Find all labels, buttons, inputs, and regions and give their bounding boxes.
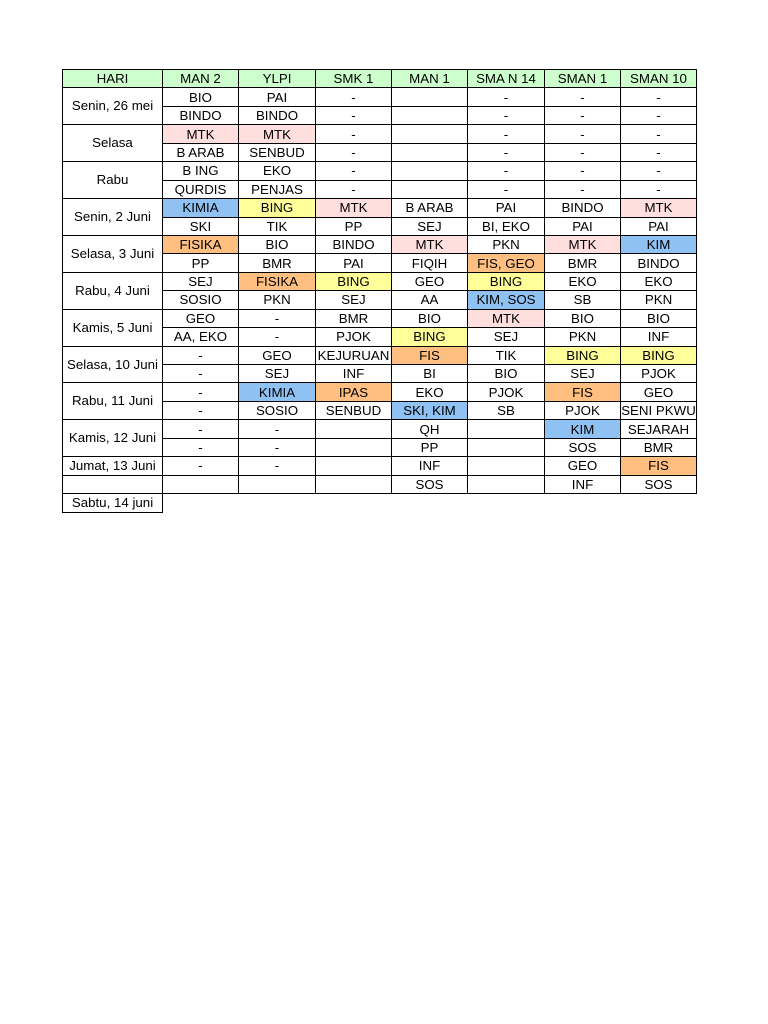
subject-cell: KIM, SOS — [468, 291, 545, 309]
subject-cell: AA, EKO — [163, 328, 239, 346]
subject-cell — [468, 457, 545, 475]
subject-cell: - — [621, 143, 697, 161]
subject-cell: B ARAB — [163, 143, 239, 161]
subject-cell: GEO — [239, 346, 316, 364]
schedule-body — [63, 70, 697, 513]
subject-cell: - — [239, 309, 316, 327]
subject-cell: - — [545, 88, 621, 106]
subject-cell: QH — [392, 420, 468, 438]
subject-cell: KEJURUAN — [316, 346, 392, 364]
subject-cell: AA — [392, 291, 468, 309]
subject-cell: - — [316, 143, 392, 161]
subject-cell: PKN — [545, 328, 621, 346]
subject-cell: PAI — [545, 217, 621, 235]
subject-cell: BMR — [239, 254, 316, 272]
day-cell: Selasa, 3 Juni — [63, 235, 163, 272]
subject-cell: EKO — [392, 383, 468, 401]
subject-cell: SEJ — [545, 365, 621, 383]
subject-cell: - — [468, 143, 545, 161]
subject-cell: PJOK — [316, 328, 392, 346]
day-cell: Rabu, 4 Juni — [63, 272, 163, 309]
subject-cell: TIK — [468, 346, 545, 364]
subject-cell: SOSIO — [239, 401, 316, 419]
subject-cell: PKN — [621, 291, 697, 309]
subject-cell: INF — [392, 457, 468, 475]
subject-cell: - — [163, 383, 239, 401]
subject-cell: GEO — [392, 272, 468, 290]
subject-cell: - — [545, 180, 621, 198]
col-header-hari: HARI — [63, 70, 163, 88]
subject-cell: BINDO — [316, 235, 392, 253]
subject-cell: - — [316, 162, 392, 180]
subject-cell: BIO — [392, 309, 468, 327]
subject-cell — [392, 180, 468, 198]
subject-cell: BINDO — [163, 106, 239, 124]
subject-cell: BING — [621, 346, 697, 364]
subject-cell: FIS, GEO — [468, 254, 545, 272]
subject-cell: - — [468, 125, 545, 143]
subject-cell: BI, EKO — [468, 217, 545, 235]
subject-cell: BINDO — [621, 254, 697, 272]
subject-cell: FISIKA — [239, 272, 316, 290]
subject-cell: - — [163, 438, 239, 456]
subject-cell — [316, 420, 392, 438]
subject-cell: SOS — [621, 475, 697, 493]
subject-cell: - — [163, 346, 239, 364]
subject-cell: BI — [392, 365, 468, 383]
subject-cell: MTK — [392, 235, 468, 253]
day-cell: Selasa, 10 Juni — [63, 346, 163, 383]
subject-cell: BINDO — [239, 106, 316, 124]
col-header-sman-10: SMAN 10 — [621, 70, 697, 88]
subject-cell: MTK — [239, 125, 316, 143]
subject-cell: - — [545, 162, 621, 180]
subject-cell: SOS — [392, 475, 468, 493]
subject-cell: BING — [392, 328, 468, 346]
table-row — [63, 199, 697, 217]
table-row — [63, 420, 697, 438]
subject-cell: - — [316, 106, 392, 124]
subject-cell: BINDO — [545, 199, 621, 217]
subject-cell: BMR — [621, 438, 697, 456]
subject-cell — [468, 438, 545, 456]
schedule-table — [62, 69, 697, 513]
subject-cell: SKI — [163, 217, 239, 235]
subject-cell: - — [545, 143, 621, 161]
header-row — [63, 70, 697, 88]
day-cell: Sabtu, 14 juni — [63, 494, 163, 512]
subject-cell: PKN — [468, 235, 545, 253]
day-cell: Kamis, 5 Juni — [63, 309, 163, 346]
subject-cell: - — [545, 125, 621, 143]
subject-cell: MTK — [163, 125, 239, 143]
subject-cell: KIM — [621, 235, 697, 253]
subject-cell: - — [621, 88, 697, 106]
day-cell: Selasa — [63, 125, 163, 162]
subject-cell: SB — [545, 291, 621, 309]
subject-cell: SEJ — [239, 365, 316, 383]
subject-cell: - — [316, 88, 392, 106]
table-row — [63, 235, 697, 253]
subject-cell: SEJ — [316, 291, 392, 309]
subject-cell — [239, 475, 316, 493]
subject-cell: - — [239, 438, 316, 456]
day-cell — [63, 475, 163, 493]
subject-cell: GEO — [621, 383, 697, 401]
subject-cell: - — [239, 457, 316, 475]
subject-cell: FIS — [392, 346, 468, 364]
subject-cell: - — [163, 420, 239, 438]
subject-cell: - — [163, 457, 239, 475]
day-cell: Jumat, 13 Juni — [63, 457, 163, 475]
subject-cell: - — [468, 88, 545, 106]
subject-cell: BIO — [621, 309, 697, 327]
subject-cell: - — [621, 106, 697, 124]
subject-cell: GEO — [545, 457, 621, 475]
col-header-man-1: MAN 1 — [392, 70, 468, 88]
subject-cell: - — [621, 162, 697, 180]
subject-cell: - — [239, 328, 316, 346]
subject-cell: - — [163, 401, 239, 419]
subject-cell: MTK — [621, 199, 697, 217]
subject-cell: SKI, KIM — [392, 401, 468, 419]
subject-cell: FIS — [545, 383, 621, 401]
subject-cell: SENBUD — [316, 401, 392, 419]
col-header-sma-n-14: SMA N 14 — [468, 70, 545, 88]
subject-cell: PJOK — [468, 383, 545, 401]
subject-cell: BIO — [468, 365, 545, 383]
table-row — [63, 272, 697, 290]
subject-cell: FISIKA — [163, 235, 239, 253]
day-cell: Senin, 26 mei — [63, 88, 163, 125]
subject-cell: - — [316, 125, 392, 143]
subject-cell: KIMIA — [239, 383, 316, 401]
table-row — [63, 457, 697, 475]
subject-cell — [468, 420, 545, 438]
subject-cell: - — [621, 180, 697, 198]
subject-cell: - — [163, 365, 239, 383]
table-row — [63, 475, 697, 493]
subject-cell: - — [316, 180, 392, 198]
subject-cell: SEJ — [392, 217, 468, 235]
subject-cell — [316, 438, 392, 456]
table-row — [63, 162, 697, 180]
subject-cell — [392, 162, 468, 180]
subject-cell: GEO — [163, 309, 239, 327]
subject-cell: SB — [468, 401, 545, 419]
subject-cell: PJOK — [621, 365, 697, 383]
empty-area — [163, 494, 697, 512]
subject-cell: SEJARAH — [621, 420, 697, 438]
subject-cell: B ING — [163, 162, 239, 180]
table-row — [63, 125, 697, 143]
subject-cell: EKO — [621, 272, 697, 290]
subject-cell: BIO — [545, 309, 621, 327]
subject-cell: MTK — [468, 309, 545, 327]
table-row — [63, 88, 697, 106]
subject-cell: PP — [316, 217, 392, 235]
subject-cell: PP — [163, 254, 239, 272]
subject-cell: - — [468, 106, 545, 124]
day-cell: Senin, 2 Juni — [63, 199, 163, 236]
footer-row — [63, 494, 697, 512]
subject-cell — [163, 475, 239, 493]
subject-cell — [468, 475, 545, 493]
subject-cell: PP — [392, 438, 468, 456]
subject-cell: B ARAB — [392, 199, 468, 217]
subject-cell — [316, 457, 392, 475]
subject-cell: MTK — [545, 235, 621, 253]
subject-cell: PKN — [239, 291, 316, 309]
table-row — [63, 383, 697, 401]
subject-cell — [392, 125, 468, 143]
subject-cell: PAI — [239, 88, 316, 106]
subject-cell — [392, 106, 468, 124]
table-row — [63, 346, 697, 364]
table-row — [63, 309, 697, 327]
subject-cell: BING — [316, 272, 392, 290]
subject-cell: PAI — [621, 217, 697, 235]
day-cell: Rabu — [63, 162, 163, 199]
subject-cell: SOS — [545, 438, 621, 456]
col-header-man-2: MAN 2 — [163, 70, 239, 88]
subject-cell: FIQIH — [392, 254, 468, 272]
subject-cell: BMR — [316, 309, 392, 327]
subject-cell: SEJ — [163, 272, 239, 290]
subject-cell: BING — [545, 346, 621, 364]
subject-cell: SENI PKWU — [621, 403, 696, 419]
subject-cell: QURDIS — [163, 180, 239, 198]
subject-cell: SOSIO — [163, 291, 239, 309]
subject-cell: KIMIA — [163, 199, 239, 217]
subject-cell: - — [545, 106, 621, 124]
subject-cell: BIO — [163, 88, 239, 106]
subject-cell: MTK — [316, 199, 392, 217]
day-cell: Kamis, 12 Juni — [63, 420, 163, 457]
subject-cell: BING — [239, 199, 316, 217]
subject-cell: INF — [316, 365, 392, 383]
subject-cell — [392, 88, 468, 106]
subject-cell: SENBUD — [239, 143, 316, 161]
col-header-ylpi: YLPI — [239, 70, 316, 88]
subject-cell: FIS — [621, 457, 697, 475]
subject-cell: KIM — [545, 420, 621, 438]
subject-cell: - — [239, 420, 316, 438]
subject-cell — [316, 475, 392, 493]
col-header-sman-1: SMAN 1 — [545, 70, 621, 88]
subject-cell: SEJ — [468, 328, 545, 346]
subject-cell: PAI — [316, 254, 392, 272]
subject-cell: IPAS — [316, 383, 392, 401]
subject-cell: BING — [468, 272, 545, 290]
subject-cell: - — [468, 180, 545, 198]
subject-cell: INF — [621, 328, 697, 346]
subject-cell: - — [621, 125, 697, 143]
subject-cell: PAI — [468, 199, 545, 217]
subject-cell: BIO — [239, 235, 316, 253]
subject-cell: TIK — [239, 217, 316, 235]
subject-cell: - — [468, 162, 545, 180]
col-header-smk-1: SMK 1 — [316, 70, 392, 88]
subject-cell — [392, 143, 468, 161]
subject-cell: BMR — [545, 254, 621, 272]
subject-cell: INF — [545, 475, 621, 493]
subject-cell: EKO — [239, 162, 316, 180]
day-cell: Rabu, 11 Juni — [63, 383, 163, 420]
subject-cell: PJOK — [545, 401, 621, 419]
subject-cell: EKO — [545, 272, 621, 290]
subject-cell: PENJAS — [239, 180, 316, 198]
